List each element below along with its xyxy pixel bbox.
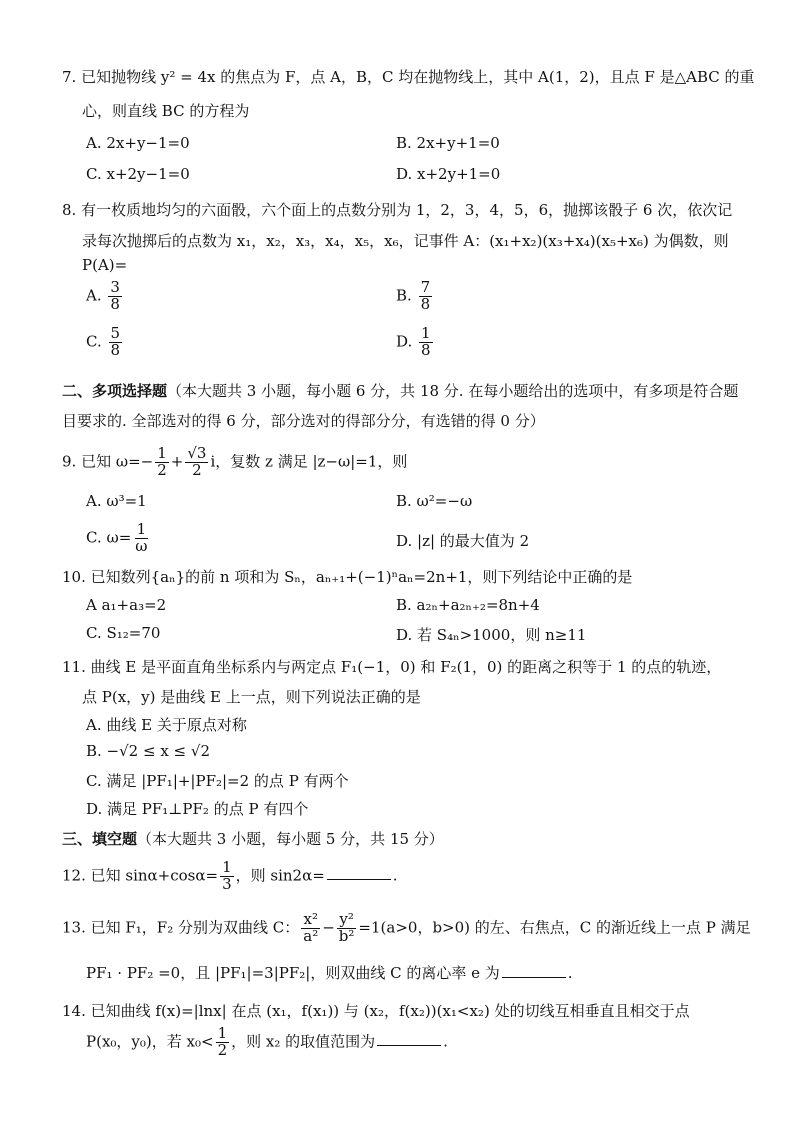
q7-option-c: C. x+2y−1=0 bbox=[86, 165, 190, 183]
q9-option-c: C. ω= $\frac{1}{\omega}$ bbox=[86, 520, 148, 555]
q7-option-d: D. x+2y+1=0 bbox=[396, 165, 501, 183]
q11-line2: 点 P(x，y) 是曲线 E 上一点，则下列说法正确的是 bbox=[82, 688, 421, 706]
q7-line1: 7. 已知抛物线 y² = 4x 的焦点为 F，点 A，B，C 均在抛物线上，其中 A(1，2)，且点 F 是△ABC 的重 bbox=[62, 68, 755, 86]
q8-line3: P(A)= bbox=[82, 256, 128, 274]
q13-line2: PF₁ · PF₂ =0，且 |PF₁|=3|PF₂|，则双曲线 C 的离心率 e 为 . bbox=[86, 964, 573, 982]
q11-line1: 11. 曲线 E 是平面直角坐标系内与两定点 F₁(−1，0) 和 F₂(1，0) 的距离之积等于 1 的点的轨迹， bbox=[62, 658, 722, 676]
q7-line2: 心，则直线 BC 的方程为 bbox=[82, 102, 250, 120]
q12-stem: 12. 已知 sinα+cosα= $\frac{1}{3}$ ，则 sin2α= . bbox=[62, 858, 398, 893]
section-2-line2: 目要求的. 全部选对的得 6 分，部分选对的得部分分，有选错的得 0 分） bbox=[62, 412, 545, 430]
q8-line2: 录每次抛掷后的点数为 x₁，x₂，x₃，x₄，x₅，x₆，记事件 A：(x₁+x₂)(x₃+x₄)(x₅+x₆) 为偶数，则 bbox=[82, 232, 729, 250]
q10-option-b: B. a₂ₙ+a₂ₙ₊₂=8n+4 bbox=[396, 596, 540, 614]
q8-option-a: A. $\frac{3}{8}$ bbox=[86, 278, 120, 313]
q10-option-c: C. S₁₂=70 bbox=[86, 624, 161, 642]
q13-line1: 13. 已知 F₁，F₂ 分别为双曲线 C： $\frac{\text{x²}}{\text{a²}}$ − $\frac{\text{y²}}{\text{b²}}$ =1(a>0，b>0) 的左、右焦点，C 的渐近线上一点 P 满足 bbox=[62, 910, 751, 945]
q10-line1: 10. 已知数列{aₙ}的前 n 项和为 Sₙ，aₙ₊₁+(−1)ⁿaₙ=2n+1，则下列结论中正确的是 bbox=[62, 568, 633, 586]
q8-option-d: D. $\frac{1}{8}$ bbox=[396, 324, 431, 359]
section-3-title: 三、填空题 bbox=[62, 830, 138, 848]
q11-option-a: A. 曲线 E 关于原点对称 bbox=[86, 716, 247, 734]
section-3-heading: 三、填空题（本大题共 3 小题，每小题 5 分，共 15 分） bbox=[62, 830, 444, 848]
q11-option-c: C. 满足 |PF₁|+|PF₂|=2 的点 P 有两个 bbox=[86, 772, 349, 790]
q9-option-a: A. ω³=1 bbox=[86, 492, 147, 510]
q7-option-b: B. 2x+y+1=0 bbox=[396, 134, 500, 152]
q11-option-d: D. 满足 PF₁⊥PF₂ 的点 P 有四个 bbox=[86, 800, 309, 818]
q14-answer-blank[interactable] bbox=[377, 1035, 441, 1046]
q9-option-d: D. |z| 的最大值为 2 bbox=[396, 532, 530, 550]
q13-answer-blank[interactable] bbox=[502, 967, 566, 978]
q11-option-b: B. −√2 ≤ x ≤ √2 bbox=[86, 742, 210, 760]
q8-line1: 8. 有一枚质地均匀的六面骰，六个面上的点数分别为 1，2，3，4，5，6，抛掷该骰子 6 次，依次记 bbox=[62, 201, 733, 219]
q8-option-c: C. $\frac{5}{8}$ bbox=[86, 324, 121, 359]
q10-option-d: D. 若 S₄ₙ>1000，则 n≥11 bbox=[396, 626, 587, 644]
section-2-heading: 二、多项选择题（本大题共 3 小题，每小题 6 分，共 18 分. 在每小题给出的选项中，有多项是符合题 bbox=[62, 382, 739, 400]
q9-stem: 9. 已知 ω=− $\frac{1}{2}$ + $\frac{√3}{2}$ i，复数 z 满足 |z−ω|=1，则 bbox=[62, 444, 408, 479]
q7-option-a: A. 2x+y−1=0 bbox=[86, 134, 190, 152]
q14-line2: P(x₀，y₀)，若 x₀< $\frac{1}{2}$ ，则 x₂ 的取值范围为 . bbox=[86, 1024, 448, 1059]
q9-option-b: B. ω²=−ω bbox=[396, 492, 473, 510]
q14-line1: 14. 已知曲线 f(x)=|lnx| 在点 (x₁，f(x₁)) 与 (x₂，f(x₂))(x₁<x₂) 处的切线互相垂直且相交于点 bbox=[62, 1002, 690, 1020]
q12-answer-blank[interactable] bbox=[327, 869, 391, 880]
q8-option-b: B. $\frac{7}{8}$ bbox=[396, 278, 431, 313]
q10-option-a: A a₁+a₃=2 bbox=[86, 596, 167, 614]
section-2-title: 二、多项选择题 bbox=[62, 382, 168, 400]
